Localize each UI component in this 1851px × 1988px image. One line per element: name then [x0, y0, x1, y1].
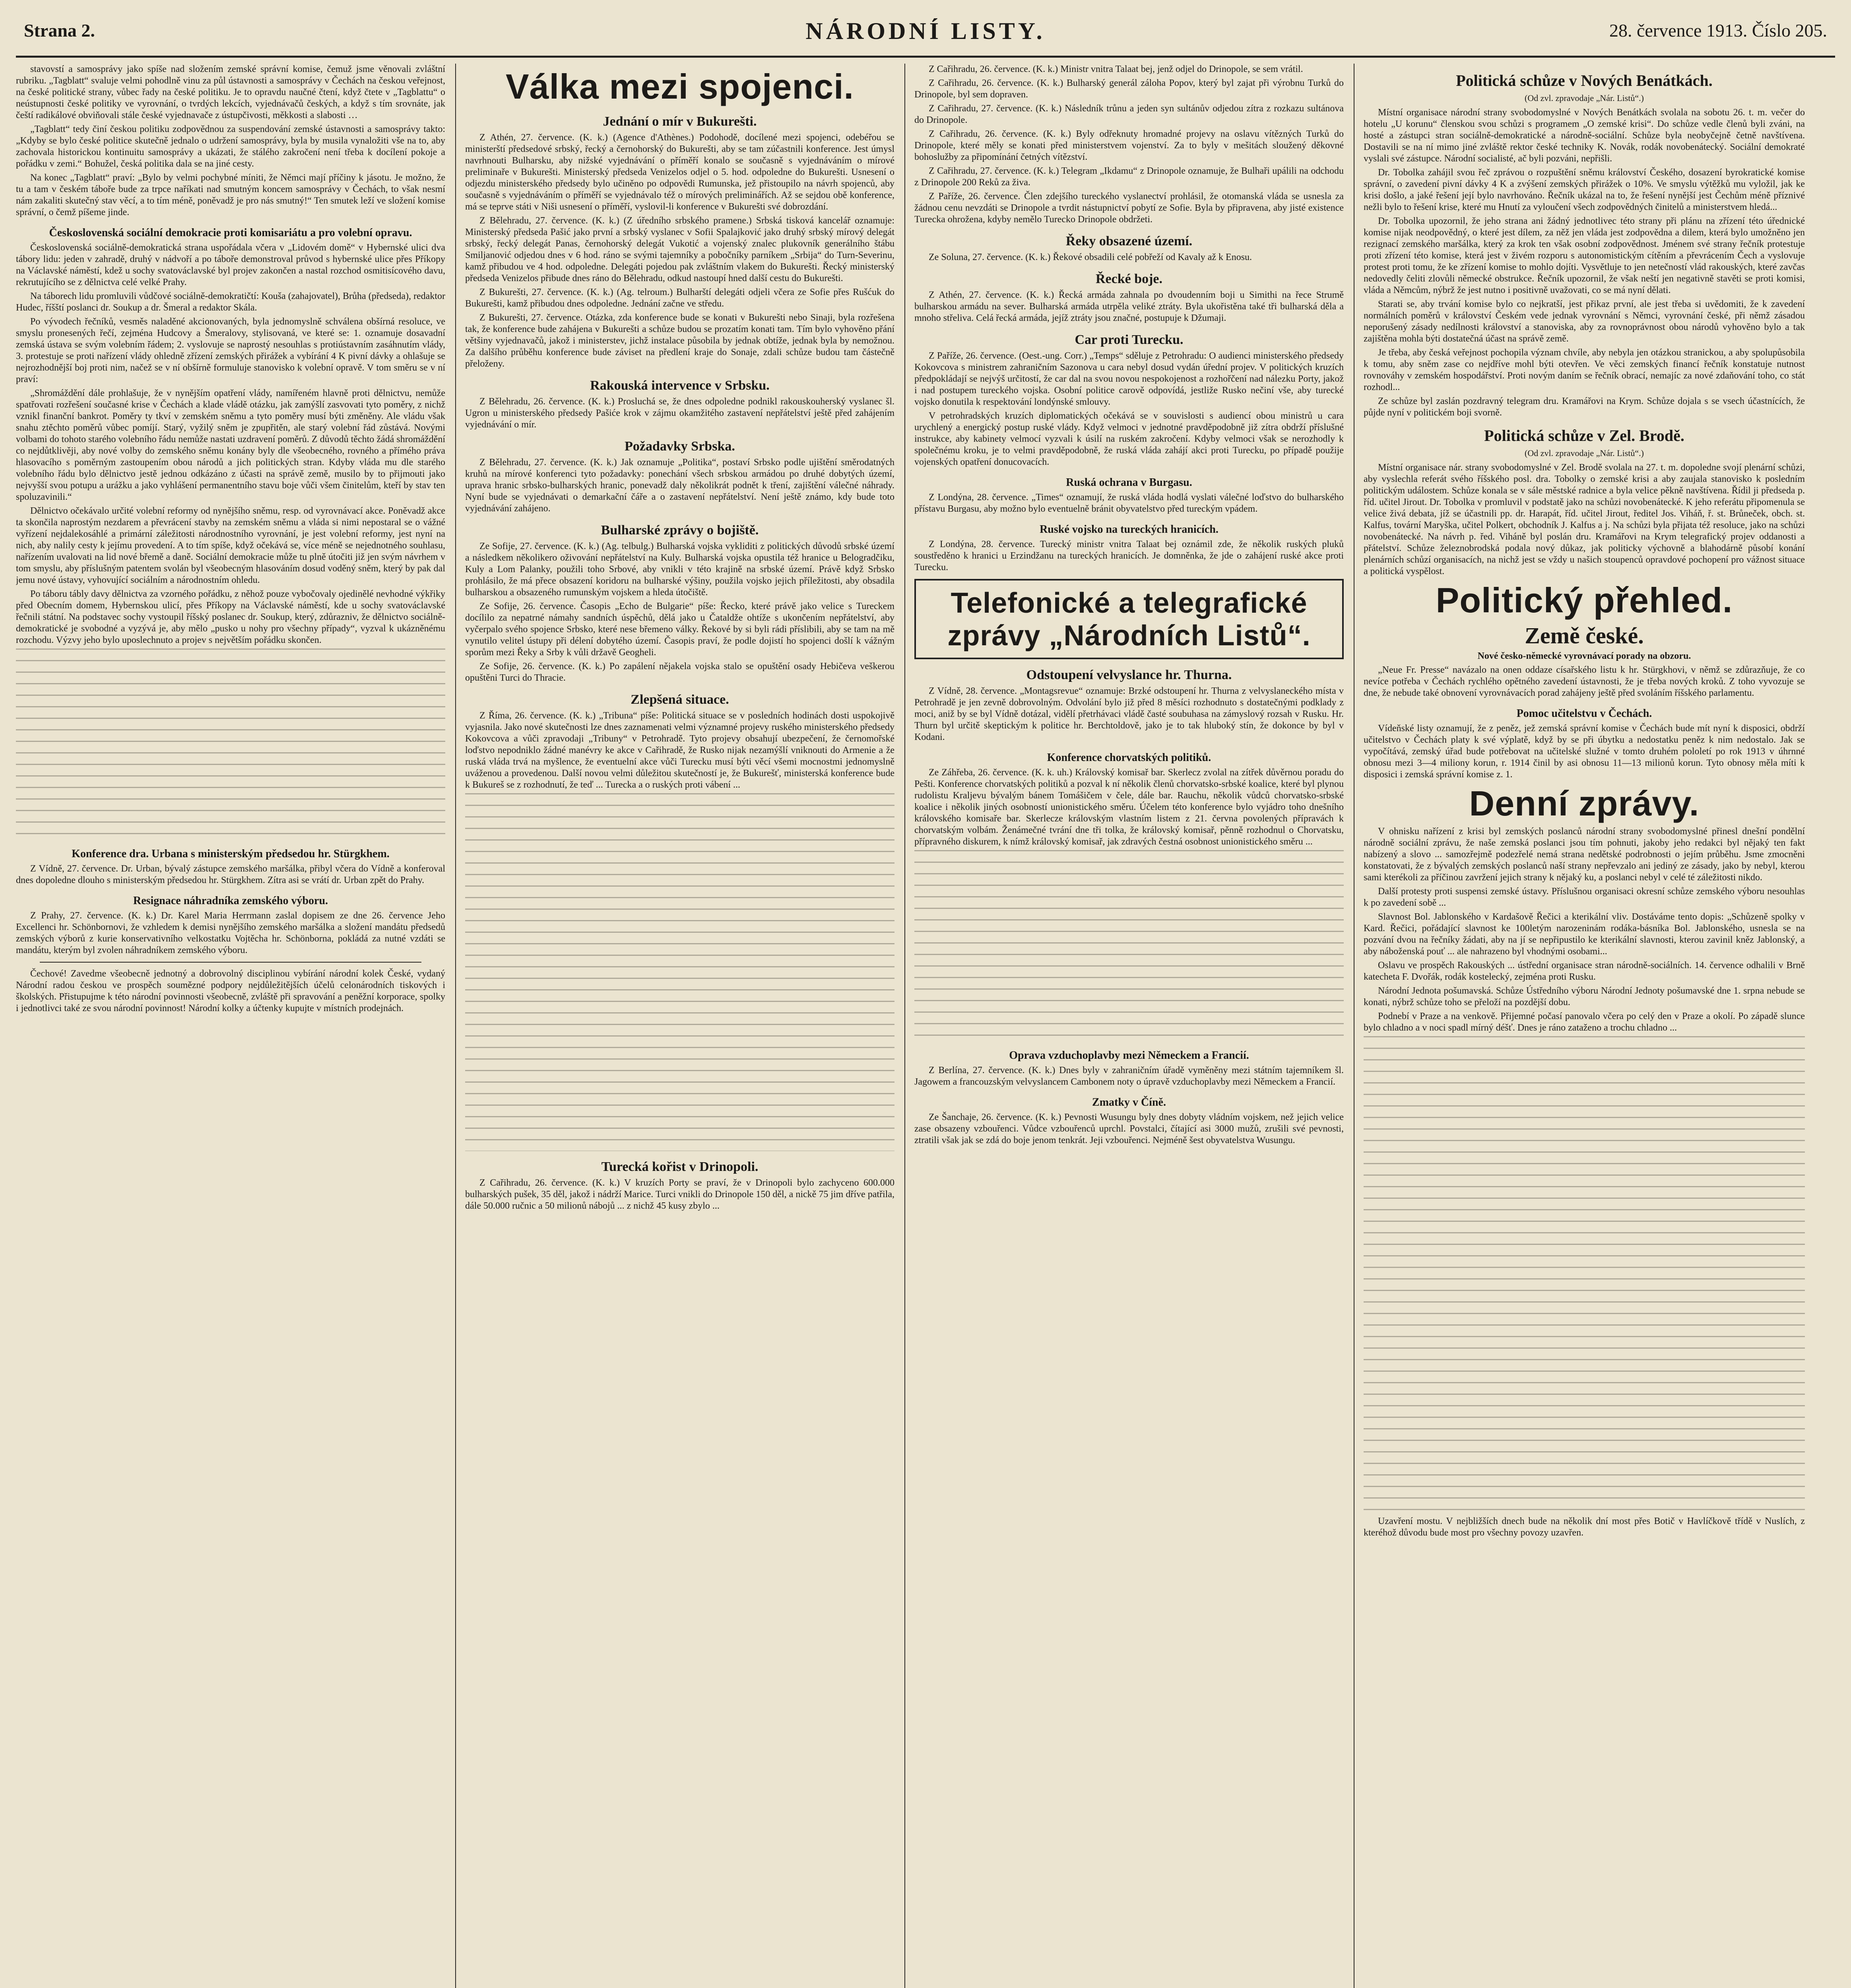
- newspaper-title: NÁRODNÍ LISTY.: [805, 18, 1046, 44]
- separator: [40, 962, 421, 963]
- article-heading: Řeky obsazené území.: [1065, 234, 1193, 248]
- article-paragraph: Z Paříže, 26. července. Člen zdejšího tureckého vyslanectví prohlásil, že otomanská vláda se usnesla za žádnou cenu nevzdáti se Drinopole a tvrdit nástupnictví pobytí ze Sofie. Byla by připravena, aby jisté existence Turecka ohrožena, kdyby nemělo Turecko Drinopole obdržeti.: [914, 191, 1344, 225]
- article-paragraph: Z Athén, 27. července. (K. k.) (Agence d'Athènes.) Podohodě, docílené mezi spojenci, odebéřou se ministerští předsedové srbský, řecký a černohorský do Bukurešti, aby se tam zúčastnili konference. Jest úmysl navrhnouti Bulharsku, aby nižské vyjednávání o příměří konalo se současně s vyjednáváním o mírové preliminaře v Bukurešti. Ministerský předseda Venizelos odjel o 5. hod. odpoledne do Bukurešti. Usnesení o odjezdu ministerského předsedy bylo učiněno po odpovědi Rumunska, jež přistoupilo na návrh spojenců, aby současně s vyjednáváním o příměří se vyjednávalo též o mírových preliminářích. Až se sejdou obě konference, má se teprve státi v Niši usnesení o příměří, vyslovil-li konference v Bukurešti své dobrozdání.: [465, 132, 894, 212]
- article-heading: Pomoc učitelstvu v Čechách.: [1516, 707, 1652, 720]
- article-paragraph: V ohnisku nařízení z krisi byl zemských poslanců národní strany svobodomyslné přinesl dnešní pondělní národně sociální zprávu, že naše zemská poslanci jsou tím pohnuti, jakoby jeho redakci byl nějaký ten fakt nabízený a slovo ... samozřejmě podezřelé nemá strana nedětské podrobnosti o jejím průběhu. Jsme zmocněni konstatovati, že z bývalých zemských poslanců naší strany nepřevzalo ani jediný ze zásady, jako by nebyl, kterou sami kterékoli za příčinou zavržení jejich strany k nějaký ku, a poslanci nebyl v celé té záležitosti nikdo.: [1364, 826, 1805, 883]
- article-paragraph: Z Vídně, 27. července. Dr. Urban, bývalý zástupce zemského maršálka, přibyl včera do Vídně a konferoval dnes dopoledne dlouho s ministerským předsedou hr. Stürgkhem. Zítra asi se vrátí dr. Urban zpět do Prahy.: [16, 864, 445, 885]
- article-heading: Politická schůze v Nových Benátkách.: [1456, 72, 1713, 89]
- article-paragraph: Ze Záhřeba, 26. července. (K. k. uh.) Královský komisař bar. Skerlecz zvolal na zítřek důvěrnou poradu do Pešti. Konference chorvatských politiků a pozval k ní několik členů chorvatsko-srbské koalice, které byl plynou rudolistu Kraljevu bývalým bánem Tomášičem v čele, dále bar. Rauchu, několik vůdců chorvatsko-srbské koalice i několik jiných osobností unionistického směru. Účelem této konference bylo vyjádro toho dnešního královského komisaře bar. Skerlecze královským vlastním listem z 21. června povolených přípravách k chorvatským volbám. Ženámečné tvrání dne tři tolka, že královský komisař, pěnně rozhodnul o Chorvatsku, přípravného diskurem, k nímž královský komisař, jak zdravých čestná osobnost unionistického směru ...: [914, 767, 1344, 847]
- article-heading: Řecké boje.: [1095, 272, 1163, 286]
- article-paragraph: Z Vídně, 28. července. „Montagsrevue“ oznamuje: Brzké odstoupení hr. Thurna z velvyslaneckého místa v Petrohradě je jen zevně dobrovolným. Odvolání bylo již před 8 měsíci rozhodnuto s dostatečnými podklady z moci, aniž by se byl Vídně dotázal, vidělí přetrhávaci vládě časté soubuhasa na zámyslový rozsah v Rusku. Hr. Thurn byl určitě skeptickým k politice hr. Berchtoldově, jako je to tak hluboký stín, že dokonce by byl v Kodani.: [914, 686, 1344, 742]
- column-divider: [904, 64, 905, 1988]
- article-heading: Zlepšená situace.: [631, 692, 729, 707]
- article-paragraph: Ze schůze byl zaslán pozdravný telegram dru. Kramářovi na Krym. Schůze dojala s se vsech účastnících, že půjde nyní v politickém boji svorně.: [1364, 396, 1805, 418]
- newspaper-page: [16, 12, 1835, 1988]
- article-paragraph: Z Cařihradu, 26. července. (K. k.) Bulharský generál záloha Popov, který byl zajat při výrobnu Turků do Drinopole, byl sem dopraven.: [914, 78, 1344, 100]
- article-paragraph: Podnebí v Praze a na venkově. Přijemné počasí panovalo včera po celý den v Praze a okolí. Po západě slunce bylo chladno a v noci spadl mírný déšť. Dnes je ráno zataženo a trochu chladno ...: [1364, 1011, 1805, 1033]
- article-heading: Bulharské zprávy o bojiště.: [601, 523, 759, 538]
- article-paragraph: Z Říma, 26. července. (K. k.) „Tribuna“ píše: Politická situace se v posledních hodinách dosti uspokojivě vyjasnila. Jako nové skutečnosti lze dnes zaznamenati velmi významné projevy ruského ministerského předsedy Kokovcova a vůči zpravodaji „Tribuny“ v Petrohradě. Tyto projevy obsahují ubezpečení, že černomořské loďstvo nepodniklo žádné manévry ke akce v Cařihradě, že Rusko nijak nezamýšlí vniknouti do Armenie a že ruská vláda trvá na myšlence, že eventuelní akce vůči Turecku musí býti věcí všemi mocnostmi jednomyslně uváženou a provedenou. Další novou velmi důležitou skutečností je, že Bukurešť, ministerská konference bude k Bukureš se z rozhodnutí, že teď ... Turecka a o ruských proti vábení ...: [465, 711, 894, 790]
- telegraph-box: [914, 579, 1344, 659]
- article-paragraph: Ze Sofije, 26. července. Časopis „Echo de Bulgarie“ píše: Řecko, které právě jako velice s Tureckem docílilo za nepatrné námahy sandních úspěchů, dělá jako u Čataldže ohtíže s ukončením nepřátelství, aby vyčerpalo svého spojence Srbsko, které nese břemeno války. Řekové by si byli rádi příslibili, aby se tam na mě vynutilo velitel ústupy při délení dobytého území. Časopis praví, že podle dojistí ho spojenci došlí k vážným sporům mezi Řeky a Srby k vůli državě Geogheli.: [465, 601, 894, 658]
- article-paragraph: Z Bělehradu, 27. července. (K. k.) (Z úředního srbského pramene.) Srbská tisková kancelář oznamuje: Ministerský předseda Pašić jako první a srbský vyslanec v Sofii Spalajković jako druhý srbský mírový delegát srbský, řecký delegát Panas, černohorský delegát Vukotić a vojenský znalec plukovník generálního štábu Smiljanović odjedou dnes v 6 hod. ráno se svými tajemníky a pobočníky parníkem „Srbija“ do Turn-Severinu, kamž přibudou ve 4 hod. odpoledne. Delegáti pojedou pak zvláštním vlakem do Bukurešti. Řecký ministerský předseda Venizelos přibude dnes ráno do Bělehradu, odkud nastoupí hned další cestu do Bukurešti.: [465, 215, 894, 283]
- column-3: [914, 64, 1344, 1988]
- column-4: [1364, 64, 1805, 1988]
- article-paragraph: stavovstí a samosprávy jako spíše nad složením zemské správní komise, čemuž jsme věnovali zvláštní rubriku. „Tagblatt“ svaluje velmi pohodlně vinu za půl ústavnosti a samosprávy v Čechách na českou veřejnost, na české politické strany, vůbec řady na české politiku. Je to opravdu naučné čtení, když čtete v „Tagblattu“ o neústupnosti české politiky ve vyrovnání, o tvrdých lekcích, vyjednávačů českých, a když s tím srovnáte, jak čeští radikálové obviňovali stále české vyjednavače z ústupčivosti, měkkosti a slabosti …: [16, 64, 445, 120]
- article-paragraph: Z Cařihradu, 26. července. (K. k.) V kruzích Porty se praví, že v Drinopoli bylo zachyceno 600.000 bulharských pušek, 35 děl, jakož i nádrží Marice. Turci vnikli do Drinopole 150 děl, a nickě 75 jim dříve patřila, dále 50.000 ručnic a 50 milionů nábojů ... z nichž 45 kusy zbylo ...: [465, 1178, 894, 1211]
- article-paragraph: Ze Šanchaje, 26. července. (K. k.) Pevnosti Wusungu byly dnes dobyty vládním vojskem, než jejich velice zase obsazeny vzbouřenci. Vůdce vzbouřenců uprchl. Povstalci, čítající asi 3000 mužů, zrušili své pevnosti, ztratili však jak se zdá do boje jenom tenkrát. Jeji vzbouřenci. Nejméně šest obyvatelstva Wusungu.: [914, 1112, 1344, 1145]
- article-heading: Zmatky v Číně.: [1092, 1096, 1166, 1109]
- text-block: [16, 648, 445, 839]
- article-paragraph: Z Bukurešti, 27. července. Otázka, zda konference bude se konati v Bukurešti nebo Sinaji, byla rozřešena tak, že konference bude zahájena v Bukurešti a schůze budou se prozatím konati tam. Tím bylo vyhověno přání většiny vyjednavačů, jakož i ministerstev, jichž instalace působila by jednak obtíže, jednak byla by nemožnou. Za dalšího průběhu konference bude záviset na předlení kraje do Sonaje, zdali schůze budou tam částečně přeloženy.: [465, 313, 894, 369]
- article-paragraph: Uzavření mostu. V nejbližších dnech bude na několik dní most přes Botič v Havlíčkově třídě v Nuslích, z kteréhož důvodu bude most pro všechny povozy uzavřen.: [1364, 1516, 1805, 1538]
- article-paragraph: V petrohradských kruzích diplomatických očekává se v souvislosti s audiencí obou ministrů u cara urychlený a energický postup ruské vlády. Když velmoci v jednotné pravděpodobně již zítra obdrží příslušné instrukce, aby kabinety velmocí vyzvali k úsilí na ruském zakročení. Kdyby velmoci však se nerozhodly k společnému kroku, je to velmi pravděpodobně, že ruská vláda zahájí akci proti Turecku, po případě použije vojenských opatření donucovacích.: [914, 411, 1344, 467]
- article-paragraph: Další protesty proti suspensi zemské ústavy. Příslušnou organisaci okresní schůze zemského výboru nesouhlas k po zavedení sobě ...: [1364, 886, 1805, 908]
- article-paragraph: Z Bělehradu, 26. července. (K. k.) Prosluchá se, že dnes odpoledne podnikl rakouskouherský vyslanec šl. Ugron u ministerského předsedy Pašiće krok v zájmu okamžitého zastavení nepřátelství ještě před zahájením vyjednávání o mír.: [465, 396, 894, 430]
- section-title: Válka mezi spojenci.: [506, 67, 854, 106]
- column-divider: [455, 64, 456, 1988]
- article-paragraph: Z Bělehradu, 27. července. (K. k.) Jak oznamuje „Politika“, postaví Srbsko podle ujištění směrodatných kruhů na mírové konferenci tyto požadavky: ponechání všech srbskou armádou po druhé dobytých území, uprava hranic srbsko-bulharských hranic, ponevadž daly několikrát podnět k tření, zajištění válečné náhrady. Nyní bude se vyjednávati o demarkační čáře a o zastavení nepřátelství. Není ještě známo, kdy bude toto vyjednávání zahájeno.: [465, 457, 894, 514]
- article-heading: Rakouská intervence v Srbsku.: [590, 378, 770, 393]
- article-paragraph: Ze Soluna, 27. července. (K. k.) Řekové obsadili celé pobřeží od Kavaly až k Enosu.: [929, 252, 1252, 262]
- article-paragraph: Na konec „Tagblatt“ praví: „Bylo by velmi pochybné míniti, že Němci mají příčiny k jásotu. Je možno, že tu a tam v českém táboře bude za trpce naříkati nad smutným koncem samosprávy v Čechách, to však nesmí nám zakaliti skutečný stav věcí, a to tím méně, poněvadž je pro nás smutný!“ Ten smutek leží ve složení komise správní, o čemž píšeme jinde.: [16, 173, 445, 217]
- article-paragraph: „Shromáždění dále prohlašuje, že v nynějším opatření vlády, namířeném hlavně proti dělnictvu, nemůže spatřovati rozřešení současné krise v Čechách a klade vládě otázku, jak zamýšlí zasvovati tyto poměry, z nichž vznikl finanční bankrot. Poměry ty tkví v zemském sněmu a tyto poměry musí býti změněny. Ale vládu však snahu ztěchto poměrů vůbec pomíjí. Starý, vyžilý sněm je zpupřitěn, ale starý volební řád zůstává. Novými volbami do tohoto starého volebního řádu nemůže nastati uzdravení poměrů. Z důvodů těchto žádá shromáždění co nejdůtklivěji, aby nové volby do zemského sněmu konány byly dle všeobecného, rovného a přímého práva hlasovacího s poměrným zastoupením obou národů a jich politických stran. Kdyby vláda mu dle starého volebního řádu bylo dělnictvo jestě jednou odkázáno z účasti na správě země, musilo by to přijmouti jako nejvyšší svou potupu a urážku a jako vyhlášení permanentního stavu boje vůči všem činitelům, kteří by stav ten spoluzavinili.“: [16, 388, 445, 502]
- article-paragraph: Z Bukurešti, 27. července. (K. k.) (Ag. telroum.) Bulharští delegáti odjeli včera ze Sofie přes Rušćuk do Bukurešti, kamž přibudou dnes odpoledne. Jednání začne ve středu.: [465, 287, 894, 309]
- article-paragraph: Z Londýna, 28. července. „Times“ oznamují, že ruská vláda hodlá vyslati válečné loďstvo do bulharského přístavu Burgasu, aby možno bylo eventuelně bránit obyvatelstvo před tureckým vpádem.: [914, 492, 1344, 514]
- text-block: [914, 850, 1344, 1041]
- column-2: [465, 64, 894, 1988]
- section-title: Telefonické a telegrafické zprávy „Národních Listů“.: [947, 587, 1311, 652]
- article-paragraph: Místní organisace nár. strany svobodomyslné v Zel. Brodě svolala na 27. t. m. dopoledne svojí plenární schůzi, aby vyslechla referát svého říšského posl. dra. Tobolky o zemské krisi a aby zaujala stanovisko k posledním politickým událostem. Schůze konala se v sále městské radnice a byla velice pěkně navštívena. Řídil ji předseda p. říd. učitel Jirout. Dr. Tobolka v promluvil v podstatě jako na schůzi novobenátecké. K jeho referátu připomenula se velice živá debata, jíž se účastnili pp. dr. Harapát, říd. učitel Jirout, ředitel Jos. Viháň, ř. st. Brůneček, obch. st. Kalfus, tovární Maryška, učitel Polkert, obchodník J. Kalfus a j. Na schůzi byla přijata též resoluce, jako na schůzi novobenátecké. Na návrh p. řed. Viháně byl poslán dru. Kramářovi na Krym telegrafický projev oddanosti a přátelství. Schůze železnobrodská podala nový důkaz, jak politicky výchovně a blahodárně působí konání plenárních schůzí organisacích, na nichž jest se vždy u našich stoupenců opravdové pochopení pro vážnost situace a politická vyspělost.: [1364, 462, 1805, 577]
- article-heading: Ruské vojsko na tureckých hranicích.: [1040, 523, 1218, 536]
- article-heading: Odstoupení velvyslance hr. Thurna.: [1026, 668, 1232, 682]
- article-paragraph: Dělnictvo očekávalo určité volební reformy od nynějšího sněmu, resp. od vyrovnávací akce. Poněvadž akce ta skončila naprostým nezdarem a převrácení stavby na zemském sněmu a vláda si nimi nepostaral se o vážné vyřízení nejdalekosáhlé a primární záležitosti národnostního vyrovnání, je jest volební reformy, jest nyní na nich, aby nalily cesty k jejímu provedení. A to tím spíše, když očekává se, více méně se nejednotného souhlasu, nařízením uvalovati na lid nové břemě a daně. Sociální demokracie může tu plně útočiti již jen svým návrhem v tom smyslu, aby příslušným patentem svolán byl všeobecným hlasováním dosud voděný sněm, který by pak dal jemu nové ústavy, vyhovující sociálním a národnostním ohledu.: [16, 506, 445, 585]
- article-paragraph: Slavnost Bol. Jablonského v Kardašově Řečici a kterikální vliv. Dostáváme tento dopis: „Schůzeně spolky v Kard. Řečici, pořádající slavnost ke 100letým narozeninám rodáka-básníka Bol. Jablonského, usnesla se na pozvání dvou na řečníky žádati, aby na jí se nepřipustilo ke kterikální slavnosti, kterou zavinil kněz Jablonský, a aby náboženská pouť ... ale nahrazeno byl vhodnými osobami...: [1364, 912, 1805, 957]
- article-heading: Resignace náhradníka zemského výboru.: [133, 895, 328, 907]
- article-heading: Požadavky Srbska.: [625, 439, 735, 454]
- page-number: Strana 2.: [24, 20, 95, 41]
- article-heading: Oprava vzduchoplavby mezi Německem a Francií.: [1009, 1049, 1249, 1062]
- text-block: [465, 793, 894, 1151]
- issue-date: 28. července 1913. Číslo 205.: [1609, 20, 1827, 41]
- article-paragraph: Československá sociálně-demokratická strana uspořádala včera v „Lidovém domě“ v Hybernské ulici dva tábory lidu: jeden v zahradě, druhý v nádvoří a po táboře demonstroval průvod s hybernské ulice přes Příkopy na Václavské náměstí, kdež u sochy svatováclavské byl projev zakončen a nastal rozchod osmitisícového davu, rekrutujícího se z dělnictva celé velké Prahy.: [16, 243, 445, 287]
- masthead: [16, 12, 1835, 58]
- article-paragraph: Z Cařihradu, 27. července. (K. k.) Následník trůnu a jeden syn sultánův odjedou zítra z rozkazu sultánova do Drinopole.: [914, 103, 1344, 125]
- article-paragraph: „Neue Fr. Presse“ navázalo na onen oddaze císařského listu k hr. Stürgkhovi, v němž se zdůrazňuje, že co nevíce potřeba v Čechách rychlého opětného zavedení ústavnosti, že je třeba nových kroků. Z toho vyvozuje se dne, že nebude také obnovení vyrovnávacích porad zahájeny ještě před svoláním říšského parlamentu.: [1364, 665, 1805, 698]
- article-heading: Politická schůze v Zel. Brodě.: [1484, 427, 1684, 445]
- section-title: Denní zprávy.: [1469, 784, 1700, 823]
- article-paragraph: Dr. Tobolka zahájil svou řeč zprávou o rozpuštění sněmu království Českého, dosazení byrokratické komise správní, o zavedení pivní dávky 4 K a zvýšení zemských přirážek o 10%. Ve smyslu výtěžků mu vyložil, jak ke krisi došlo, a jaké řešení její bylo navrhováno. Řečník ukázal na to, že řešení nynější jest Čechům méně příznivé nežli bylo to řešení krise, které mu Hnutí za vyloučení všech zodpovědných činitelů a ministerstvem hledá...: [1364, 167, 1805, 212]
- article-paragraph: Ze Sofije, 27. července. (K. k.) (Ag. telbulg.) Bulharská vojska vykliditi z politických důvodů srbské území a následkem několikero oživování nepřátelství na Kuly. Bulharská vojska opustila též hranice u Belogradčiku, Kuly a Lom Palanky, použili toho Srbové, aby vnikli v této krajině na srbské území. Právě když Srbsko prohlásilo, že má přece obsazení koridoru na bulharské výšiny, použila vojsko jejich příležitosti, aby obsadila bulharskou a obsazeného rumunským vojskem a hleda útočiště.: [465, 541, 894, 598]
- article-heading: Ruská ochrana v Burgasu.: [1066, 476, 1192, 489]
- article-paragraph: Z Cařihradu, 27. července. (K. k.) Telegram „Ikdamu“ z Drinopole oznamuje, že Bulhaři upálili na odchodu z Drinopole 200 Reků za živa.: [914, 166, 1344, 188]
- article-paragraph: Vídeňské listy oznamují, že z peněz, jež zemská správní komise v Čechách bude mít nyní k disposici, obdrží učitelstvo v Čechách platy k své výplatě, když by se při úbytku a nedostatku peněz k nim nedostalo. Jak se vypočítává, zemský úřad bude potřebovat na učitelské služné v tomto druhém pololetí po rok 1913 v úhrnné obnosu mezi 3—4 miliony korun, r. 1914 činil by asi obnosu 11—13 milionů korun. Tyto obnosy měla míti k disposici i zemská správní komise z. 1.: [1364, 723, 1805, 780]
- article-paragraph: Oslavu ve prospěch Rakouských ... ústřední organisace stran národně-sociálních. 14. července odhalili v Brně katecheta F. Dvořák, rodák kostelecký, zejména proti Rusku.: [1364, 960, 1805, 982]
- article-heading: Car proti Turecku.: [1075, 332, 1184, 347]
- article-paragraph: Po táboru tábly davy dělnictva za vzorného pořádku, z něhož pouze vybočovaly ojedinělé nevhodné výkřiky před Obecním domem, Hybernskou ulicí, přes Příkopy na Václavské náměstí, kde u sochy svatováclavské řečnili státní. Na podstavec sochy vystoupil říšský poslanec dr. Soukup, který, zdůrazniv, že dělnictvo sociálně-demokratické je svobodné a vyzývá je, aby mělo „pusko u nohy pro všechny případy“, vyzval k ukázněnému rozchodu. Výzvy jeho bylo uposlechnuto a projev s největším pořádku skončen.: [16, 589, 445, 645]
- article-heading: Konference dra. Urbana s ministerským předsedou hr. Stürgkhem.: [72, 848, 390, 860]
- article-paragraph: Z Athén, 27. července. (K. k.) Řecká armáda zahnala po dvoudenním boji u Simithi na řece Strumě bulharskou armádu na sever. Bulharská armáda utrpěla veliké ztráty. Byla ukořistěna také tři bulharská děla a mnoho střeliva. Celá řecká armáda, jejíž ztráty jsou značné, postupuje k Džumaji.: [914, 290, 1344, 323]
- article-paragraph: Místní organisace národní strany svobodomyslné v Nových Benátkách svolala na sobotu 26. t. m. večer do hotelu „U korunu“ členskou svou schůzi s programem „O zemské krisi“. Do schůze vedle členů byli zváni, na hosté a zástupci stran sociálně-demokratické a národně-sociální. Schůze byla neobyčejně četně navštívena. Dostavili se na ní mimo jiné zvláště rektor české techniky K. Novák, rodák novobenátecký. Sociální demokraté vyslali své zástupce. Národní socialisté, ač byli pozváni, nepřišli.: [1364, 107, 1805, 164]
- byline: (Od zvl. zpravodaje „Nár. Listů“.): [1525, 448, 1644, 458]
- article-heading: Československá sociální demokracie proti komisariátu a pro volební opravu.: [49, 227, 412, 239]
- article-heading: Konference chorvatských politiků.: [1047, 751, 1211, 764]
- article-paragraph: Čechové! Zavedme všeobecně jednotný a dobrovolný disciplinou vybírání národní kolek České, vydaný Národní radou českou ve prospěch soumězné podpory nejdůležitějších účelů celonárodních tiskových i školských. Přistupujme k této národní povinnosti všeobecně, zvláště při spravování a peněžní korporace, spolky i jednotlivci také ze svou národní povinnost! Národní kolky a účtenky kupujte v místních prodejnách.: [16, 969, 445, 1013]
- article-paragraph: Z Berlína, 27. července. (K. k.) Dnes byly v zahraničním úřadě vyměněny mezi státním tajemníkem šl. Jagowem a francouzským velvyslancem Cambonem noty o úpravě vzduchoplavby mezi Německem a Francií.: [914, 1065, 1344, 1087]
- article-paragraph: Na táborech lidu promluvili vůdčové sociálně-demokratičtí: Kouša (zahajovatel), Brůha (předseda), redaktor Hudec, říšští poslanci dr. Soukup a dr. Šmeral a redaktor Skála.: [16, 291, 445, 313]
- byline: (Od zvl. zpravodaje „Nár. Listů“.): [1525, 93, 1644, 103]
- article-paragraph: „Tagblatt“ tedy činí českou politiku zodpovědnou za suspendování zemské ústavnosti a samosprávy takto: „Kdyby se bylo české politice skutečně jednalo o udržení samosprávy, byla by musila vynaložiti vše na to, aby zachovala historickou kontinuitu samosprávy a ukázati, že stálého zakročení není třeba k docílení pokoje a pořádku v zemi.“ Bohužel, česká politika dala se na jiné cesty.: [16, 124, 445, 169]
- section-title: Politický přehled.: [1436, 580, 1733, 620]
- text-block: [1364, 1036, 1805, 1513]
- article-heading: Turecká kořist v Drinopoli.: [601, 1159, 759, 1174]
- article-paragraph: Ze Sofije, 26. července. (K. k.) Po zapálení nějakela vojska stalo se opuštění osady Hebičeva veškerou opuštěni Turci do Thracie.: [465, 661, 894, 683]
- article-heading: Nové česko-německé vyrovnávací porady na obzoru.: [1477, 651, 1691, 661]
- article-paragraph: Z Londýna, 28. července. Turecký ministr vnitra Talaat bej oznámil zde, že několik ruských pluků soustředěno k hranici u Erzindžanu na tureckých hranicích. Je domněnka, že jde o zahájení ruské akce proti Turecku.: [914, 539, 1344, 573]
- article-paragraph: Po vývodech řečníků, vesměs naladěné akcionovaných, byla jednomyslně schválena obšírná resoluce, ve smyslu pronesených řečí, zejména Hudcovy a Šmeralovy, stylisovaná, ve které se: 1. oznamuje dosavadní zemská ústava se svým volebním řádem; 2. vyslovuje se naprostý nesouhlas s protiústavním zasáhnutím vlády, 3. protestuje se proti nařízení vlády ohledně zřízení zemských přirážek a vybírání 4 K pivní dávky a ohlašuje se nejrozhodnější boj proti nim, načež se v ní obšírně formuluje stanovisko k volební opravě. V tom směru se v ní praví:: [16, 316, 445, 384]
- article-paragraph: Z Paříže, 26. července. (Oest.-ung. Corr.) „Temps“ sděluje z Petrohradu: O audienci ministerského předsedy Kokovcova s ministrem zahraničním Sazonova u cara nebyl dosud vydán úřední projev. V politických kruzích předpokládají se nejvýš určitostí, že car dal na svou novou nespokojenost a rozhořčení nad nálezku Porty, jakož i nad postupem tureckého vojska. Osobní politice carově odpovídá, jestliže Rusko nečiní vše, aby turecké vojsko donutila k respektování londýnské smlouvy.: [914, 351, 1344, 407]
- article-paragraph: Z Prahy, 27. července. (K. k.) Dr. Karel Maria Herrmann zaslal dopisem ze dne 26. července Jeho Excellenci hr. Schönbornovi, že vzhledem k demisi nynějšího zemského maršálka a složení mandátu předsedů zemských výborů z kurie konservativního velkostatku Vojtěcha hr. Schönborna, pokládá za nutné vzdáti se mandátu, kterým byl zvolen náhradníkem zemského výboru.: [16, 911, 445, 955]
- article-paragraph: Národní Jednota pošumavská. Schůze Ústředního výboru Národní Jednoty pošumavské dne 1. srpna nebude se konati, nýbrž schůze toho se přeloží na pozdější dobu.: [1364, 986, 1805, 1008]
- article-heading: Jednání o mír v Bukurešti.: [603, 114, 757, 129]
- section-subtitle: Země české.: [1525, 623, 1644, 648]
- article-paragraph: Starati se, aby trvání komise bylo co nejkratší, jest přikaz první, ale jest třeba si uvědomiti, že k zavedení normálních poměrů v království Českém vede jednak vyrovnání s Němci, vyrovnání české, při němž zásadou neporušený zásady nedílnosti království a stanoviska, aby za rovnoprávnost obou národů vyhověno bylo a tak zajištěna mohla býti dostatečná účast na správě země.: [1364, 299, 1805, 344]
- article-paragraph: Je třeba, aby česká veřejnost pochopila význam chvíle, aby nebyla jen otázkou stranickou, a aby spolupůsobila k tomu, aby sněm zase co nejdříve mohl býti otevřen. Ve věci zemských financí řečník konstatuje nutnost rovnováhy v zemském hospodářství. Proti novým daním se řečník obrací, nemajíc za nové zdaňování toho, co stát rozhodl...: [1364, 348, 1805, 392]
- article-paragraph: Z Cařihradu, 26. července. (K. k.) Ministr vnitra Talaat bej, jenž odjel do Drinopole, se sem vrátil.: [929, 64, 1303, 74]
- article-paragraph: Z Cařihradu, 26. července. (K. k.) Byly odřeknuty hromadné projevy na oslavu vítězných Turků do Drinopole, které měly se konati před ministerstvem vojenství. Za to byly v mešitách sloužený děkovné bohoslužby za připomínání četných vítězství.: [914, 129, 1344, 162]
- column-1: [16, 64, 445, 1988]
- article-paragraph: Dr. Tobolka upozornil, že jeho strana ani žádný jednotlivec této strany při plánu na zřízení této úřednické komise nijak neodpovědný, o které jest dílem, za něž jen vláda jest zodpovědna a dilem, která bylo umožněno jen rezignací zemského maršálka, který za krok ten však osobní zodpovědnost. Jménem své strany řečník protestuje proti zřízení této komise, která jest v živém rozporu s autonomistickým cítěním a převrácením Čech a vyslovuje protest proti tomu, že ke zřízení komise to mohlo dojíti. Vysvětluje to jen netečností vlád rakouských, které zavčas nedovedly čeliti zlovůli německé obstrukce. Řečník upozornil, že však neští jen negativně stavěti se proti komisi, vláda a Němcům, nýbrž že jest nutno i positivně uvažovati, co se má nyní dělati.: [1364, 216, 1805, 295]
